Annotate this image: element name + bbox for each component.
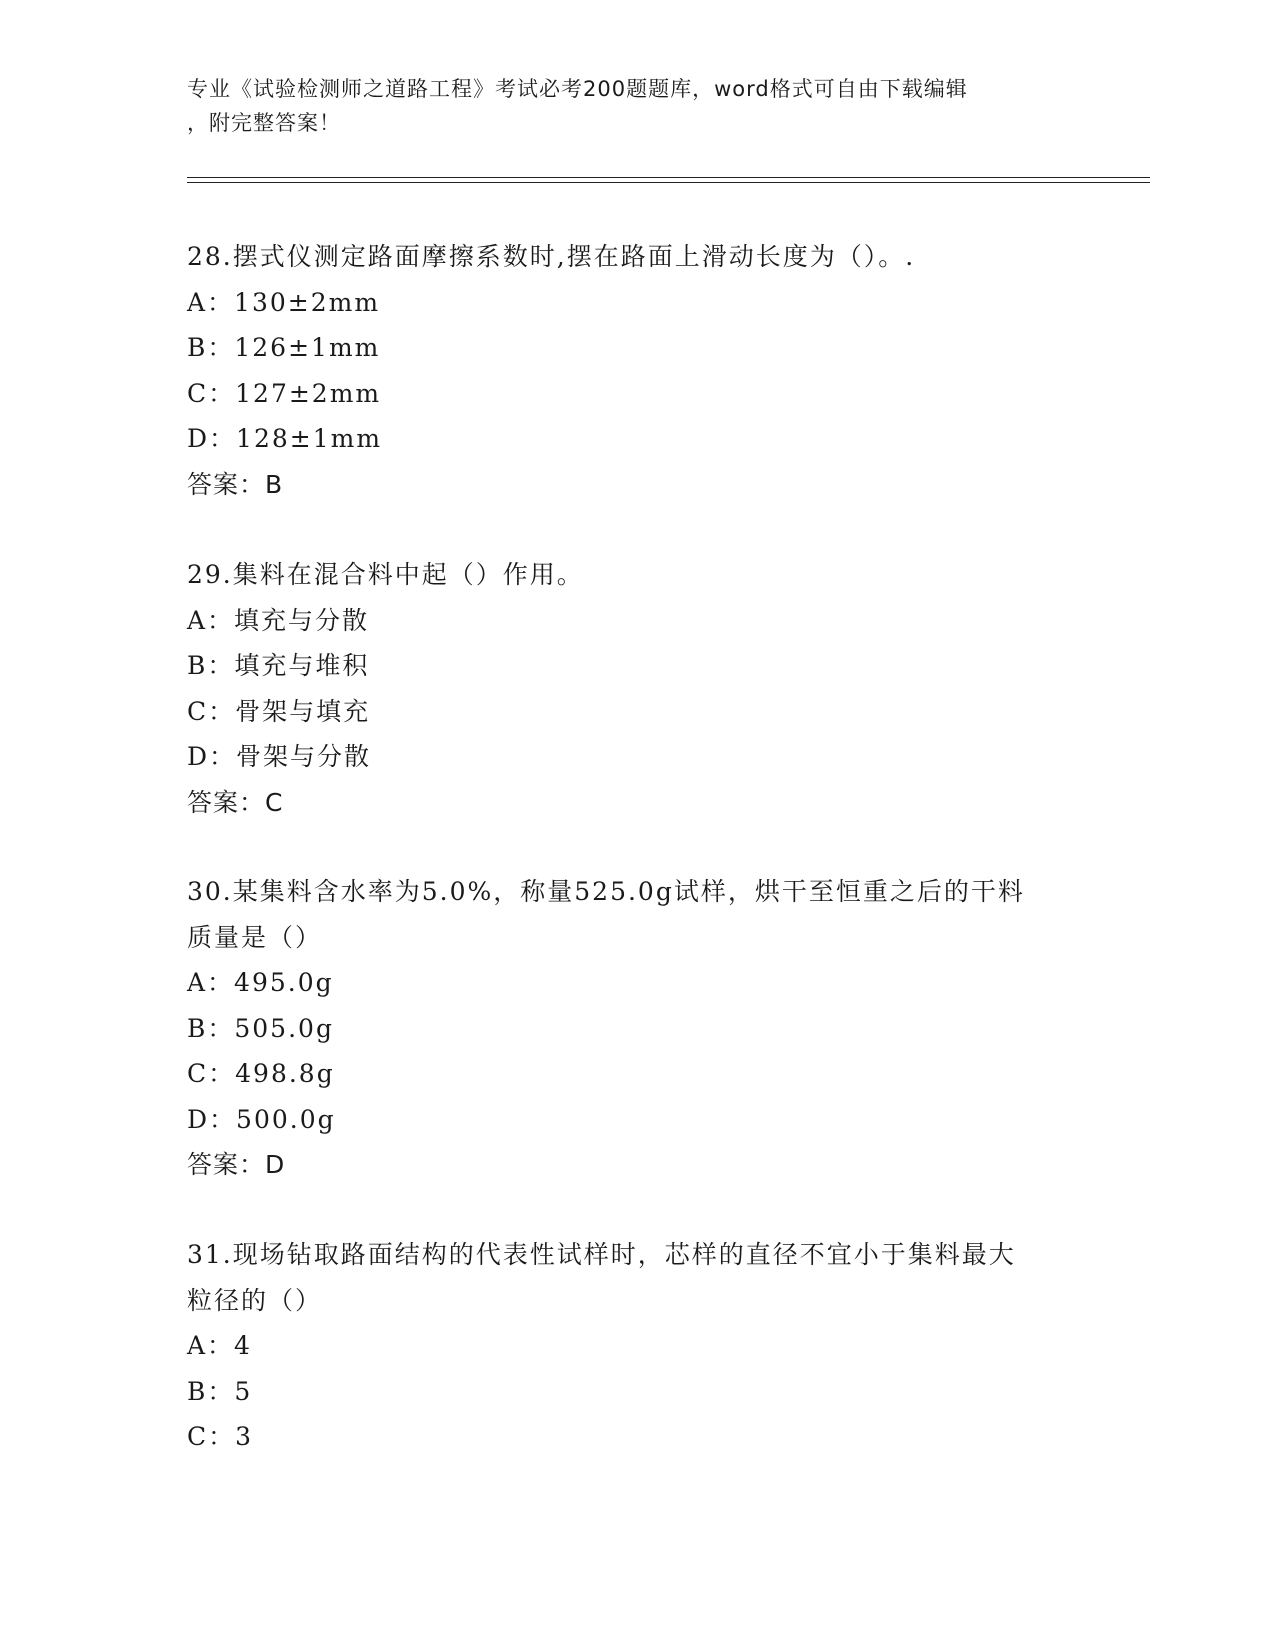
option-a: A：填充与分散 — [187, 605, 370, 635]
question-text: 28.摆式仪测定路面摩擦系数时,摆在路面上滑动长度为（）。. — [187, 242, 916, 271]
answer: 答案：D — [187, 1150, 286, 1179]
question-text: 29.集料在混合料中起（）作用。 — [187, 560, 584, 589]
option-a: A：4 — [187, 1331, 252, 1360]
question-31 — [187, 1232, 1087, 1460]
option-c: C：127±2mm — [187, 378, 382, 408]
header-line-2: ，附完整答案！ — [187, 111, 341, 135]
header-line-1: 专业《试验检测师之道路工程》考试必考200题题库，word格式可自由下载编辑 — [187, 77, 968, 101]
question-29 — [187, 552, 1087, 825]
option-c: C：498.8g — [187, 1059, 335, 1088]
document-header — [187, 72, 1087, 140]
answer: 答案：B — [187, 469, 284, 499]
answer: 答案：C — [187, 787, 284, 817]
option-a: A：130±2mm — [187, 287, 381, 317]
question-text: 30.某集料含水率为5.0%，称量525.0g试样，烘干至恒重之后的干料 — [187, 877, 1025, 906]
question-28 — [187, 234, 1087, 507]
option-d: D：128±1mm — [187, 424, 383, 453]
option-b: B：126±1mm — [187, 333, 381, 362]
question-text-continued: 质量是（） — [187, 922, 323, 952]
option-d: D：500.0g — [187, 1104, 336, 1134]
question-text: 31.现场钻取路面结构的代表性试样时，芯样的直径不宜小于集料最大 — [187, 1240, 1016, 1269]
question-text-continued: 粒径的（） — [187, 1285, 323, 1315]
question-30 — [187, 869, 1087, 1188]
header-divider-top — [187, 177, 1150, 178]
option-c: C：3 — [187, 1422, 254, 1451]
option-d: D：骨架与分散 — [187, 742, 372, 771]
option-a: A：495.0g — [187, 968, 334, 997]
header-divider-bottom — [187, 182, 1150, 183]
option-b: B：填充与堆积 — [187, 651, 370, 680]
option-b: B：505.0g — [187, 1013, 334, 1043]
option-c: C：骨架与填充 — [187, 696, 371, 726]
option-b: B：5 — [187, 1376, 253, 1406]
